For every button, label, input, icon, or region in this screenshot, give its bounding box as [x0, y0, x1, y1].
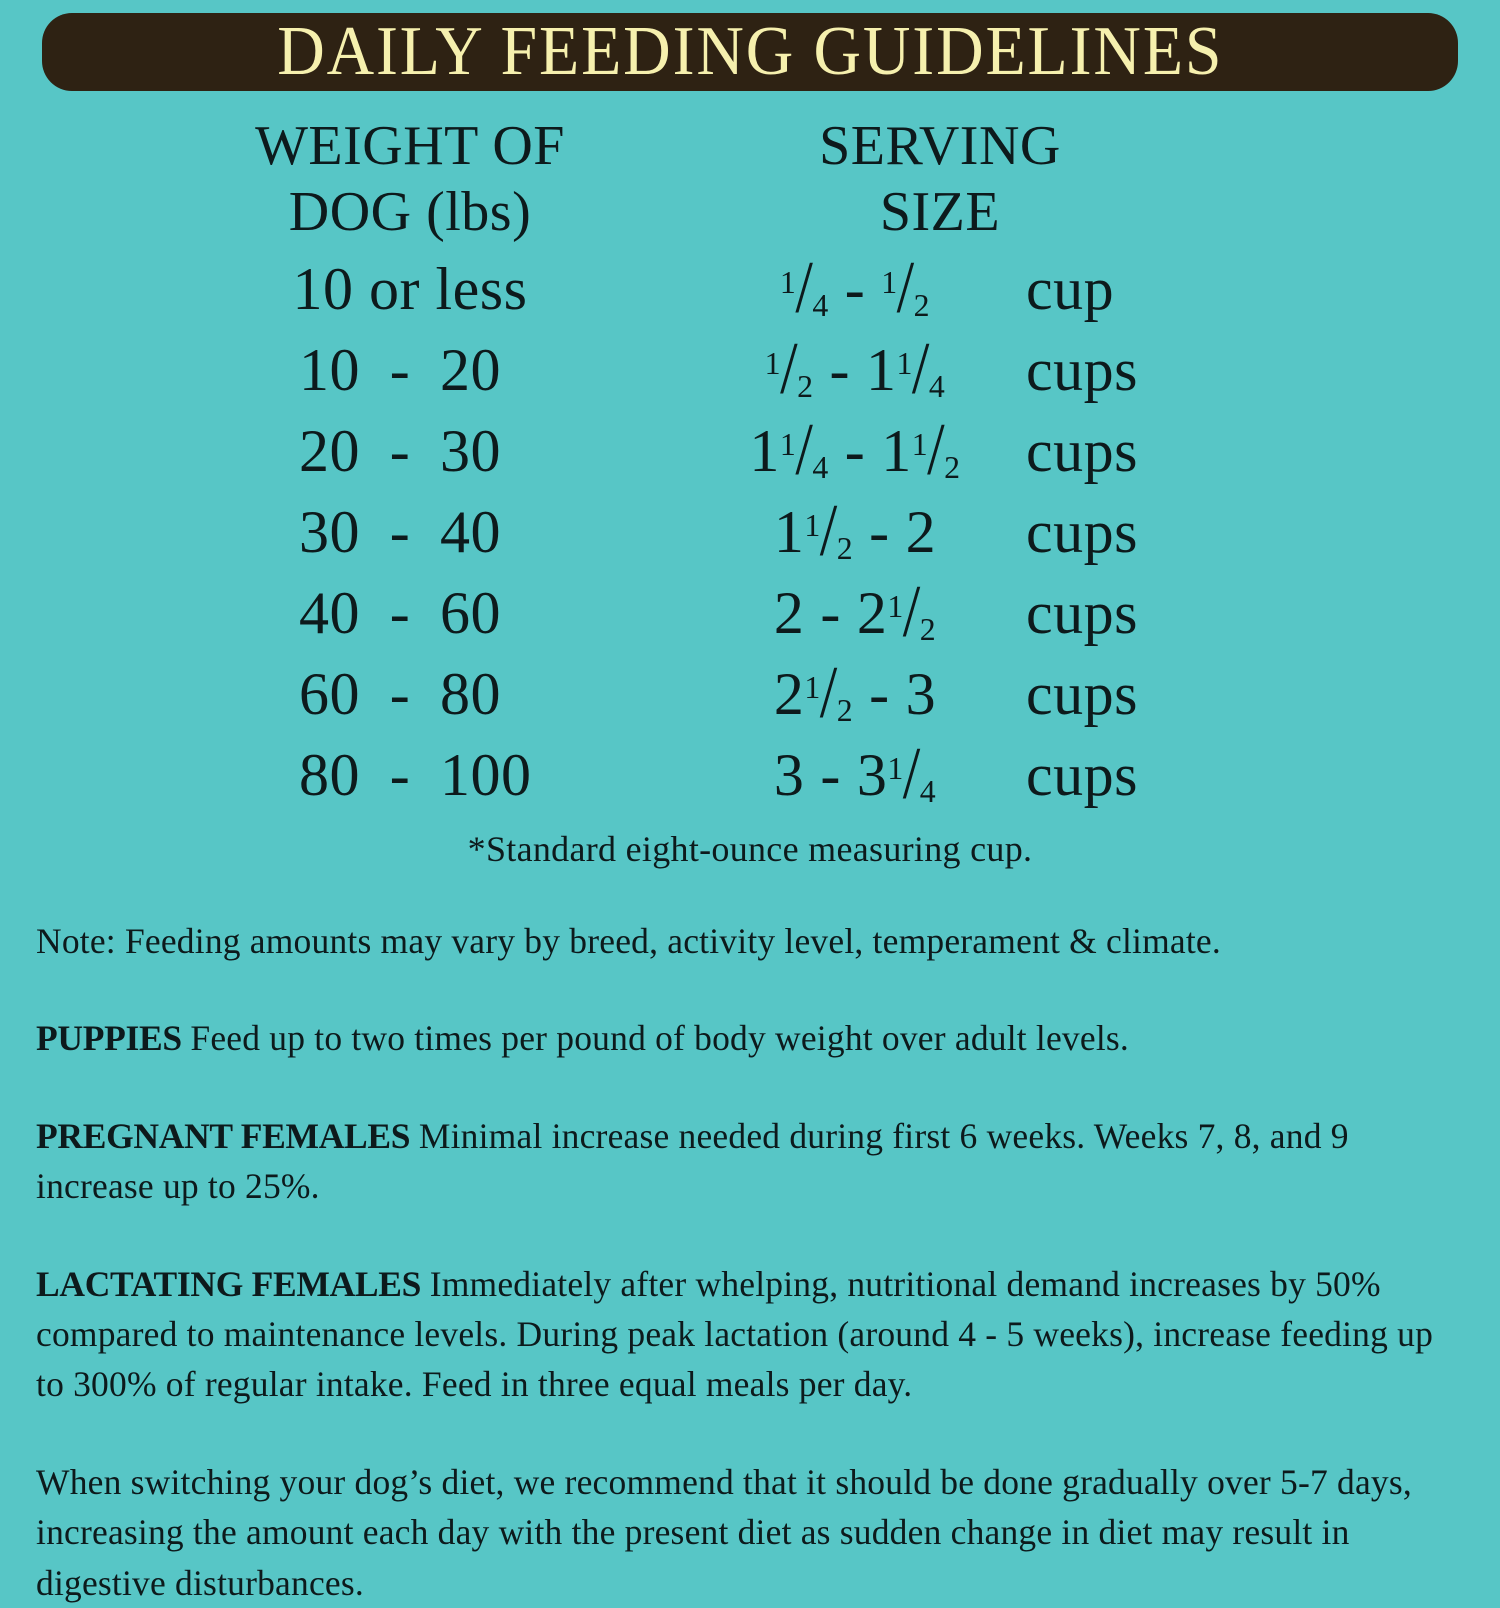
fraction-slash: / — [927, 407, 946, 491]
serving-range-dash: - — [844, 256, 866, 322]
weight-value — [130, 578, 690, 649]
note-paragraph — [36, 1457, 1460, 1608]
note-paragraph — [36, 1013, 1460, 1063]
fraction-slash: / — [795, 407, 814, 491]
fraction-numerator: 1 — [881, 265, 898, 301]
fraction-numerator: 1 — [804, 670, 821, 706]
fraction-numerator: 1 — [887, 751, 904, 787]
fraction-slash: / — [902, 569, 921, 653]
weight-range-dash: - — [389, 418, 411, 484]
weight-range — [220, 740, 600, 811]
fraction-numerator: 1 — [804, 508, 821, 544]
page-title: DAILY FEEDING GUIDELINES — [276, 13, 1224, 90]
serving-amount: 3$^1$/4 — [856, 731, 937, 815]
weight-range-dash: - — [389, 742, 411, 808]
serving-range — [690, 650, 1020, 739]
weight-range-high: 80 — [440, 661, 501, 727]
weight-range-high: 60 — [440, 580, 501, 646]
weight-range-dash: - — [389, 499, 411, 565]
serving-range-dash: - — [829, 337, 850, 403]
fraction-denominator: 4 — [928, 368, 946, 404]
serving-amount: 2 — [905, 499, 937, 565]
serving-unit: cups — [1026, 580, 1138, 646]
serving-amount: 2$^1$/2 — [773, 650, 854, 734]
serving-amount: 3 — [905, 661, 937, 727]
serving-amount: 1$^1$/2 — [881, 407, 961, 491]
weight-range-high: 100 — [440, 742, 532, 808]
weight-range-low: 60 — [299, 661, 360, 727]
serving-range-dash: - — [869, 661, 890, 727]
fraction-slash: / — [819, 488, 838, 572]
weight-range-low: 10 — [299, 337, 360, 403]
fraction-denominator: 2 — [913, 287, 931, 323]
weight-column-header — [130, 113, 690, 253]
weight-range-low: 20 — [299, 418, 360, 484]
fraction-slash: / — [780, 326, 799, 410]
title-bar — [42, 13, 1458, 91]
measuring-cup-footnote: *Standard eight-ounce measuring cup. — [467, 829, 1033, 869]
fraction-slash: / — [896, 245, 915, 329]
note-text: Note: Feeding amounts may vary by breed, activity level, temperament & climate. — [36, 921, 1221, 961]
serving-amount — [779, 245, 829, 329]
serving-range — [690, 569, 1020, 658]
serving-amount: 2 — [773, 580, 805, 646]
weight-value — [130, 497, 690, 568]
weight-range-high: 30 — [440, 418, 501, 484]
note-text: Immediately after whelping, nutritional demand increases by 50% compared to maintenance levels. During peak lactation (around 4 - 5 weeks), increase feeding up to 300% of regular intake. Feed in three equal meals per day. — [36, 1263, 1434, 1405]
serving-unit: cups — [1026, 499, 1138, 565]
fraction-denominator: 4 — [919, 773, 937, 809]
serving-header-line1: SERVING — [819, 115, 1061, 177]
serving-range — [690, 407, 1020, 496]
note-paragraph — [36, 1259, 1460, 1410]
weight-value — [130, 659, 690, 730]
fraction-numerator: 1 — [896, 346, 913, 382]
note-text: Feed up to two times per pound of body weight over adult levels. — [190, 1018, 1129, 1059]
serving-amount: 1$^1$/4 — [865, 326, 946, 410]
weight-range — [220, 497, 600, 568]
note-text: When switching your dog’s diet, we recommend that it should be done gradually over 5-7 days, increasing the amount each day with the present diet as sudden change in diet may result in digestive disturbances. — [36, 1461, 1412, 1603]
serving-range — [690, 326, 1020, 415]
weight-range — [220, 659, 600, 730]
weight-range-high: 40 — [440, 499, 501, 565]
fraction-denominator: 2 — [919, 611, 937, 647]
serving-unit: cups — [1026, 661, 1138, 727]
feeding-table — [130, 113, 1500, 820]
fraction-denominator: 4 — [812, 287, 829, 323]
serving-range-dash: - — [820, 742, 841, 808]
note-label: PUPPIES — [36, 1018, 191, 1059]
weight-range-dash: - — [389, 580, 411, 646]
weight-range-high: 20 — [440, 337, 501, 403]
serving-amount: 2$^1$/2 — [856, 569, 937, 653]
weight-header-line2: DOG (lbs) — [288, 181, 532, 243]
weight-range-dash: - — [389, 661, 411, 727]
serving-range — [690, 245, 1020, 334]
serving-range-dash: - — [844, 418, 866, 484]
fraction-slash: / — [902, 731, 921, 815]
weight-range-low: 80 — [299, 742, 360, 808]
weight-range-low: 40 — [299, 580, 360, 646]
serving-amount — [764, 326, 814, 410]
fraction-denominator: 2 — [836, 692, 854, 728]
weight-header-line1: WEIGHT OF — [255, 115, 565, 177]
fraction-denominator: 2 — [944, 449, 961, 485]
note-label: LACTATING FEMALES — [36, 1263, 430, 1304]
weight-range-dash: - — [389, 337, 411, 403]
serving-range — [690, 731, 1020, 820]
serving-amount: 1$^1$/4 — [749, 407, 829, 491]
serving-range-dash: - — [869, 499, 890, 565]
weight-range-low: 30 — [299, 499, 360, 565]
weight-range — [220, 578, 600, 649]
weight-value — [130, 335, 690, 406]
serving-unit: cup — [1026, 256, 1115, 322]
serving-header-line2: SIZE — [879, 181, 1001, 243]
fraction-slash: / — [819, 650, 838, 734]
fraction-slash: / — [795, 245, 814, 329]
weight-value — [130, 740, 690, 811]
serving-unit: cups — [1026, 418, 1138, 484]
weight-value — [130, 416, 690, 487]
fraction-slash: / — [911, 326, 930, 410]
fraction-denominator: 2 — [797, 368, 814, 404]
notes-section — [36, 916, 1460, 1608]
fraction-denominator: 4 — [812, 449, 829, 485]
note-text: Minimal increase needed during first 6 weeks. Weeks 7, 8, and 9 increase up to 25%. — [36, 1115, 1349, 1207]
note-paragraph — [36, 916, 1460, 966]
serving-amount: 1$^1$/2 — [773, 488, 854, 572]
note-label: PREGNANT FEMALES — [36, 1115, 419, 1156]
fraction-numerator: 1 — [779, 265, 797, 301]
fraction-numerator: 1 — [779, 427, 797, 463]
fraction-denominator: 2 — [836, 530, 854, 566]
serving-unit: cups — [1026, 337, 1138, 403]
weight-range — [220, 416, 600, 487]
serving-unit: cups — [1026, 742, 1138, 808]
note-paragraph — [36, 1111, 1460, 1212]
serving-amount: 3 — [773, 742, 805, 808]
serving-amount — [881, 245, 931, 329]
fraction-numerator: 1 — [764, 346, 782, 382]
serving-range-dash: - — [820, 580, 841, 646]
weight-value: 10 or less — [292, 256, 528, 322]
fraction-numerator: 1 — [911, 427, 929, 463]
weight-range — [220, 335, 600, 406]
serving-column-header — [690, 113, 1260, 253]
serving-range — [690, 488, 1020, 577]
fraction-numerator: 1 — [887, 589, 904, 625]
